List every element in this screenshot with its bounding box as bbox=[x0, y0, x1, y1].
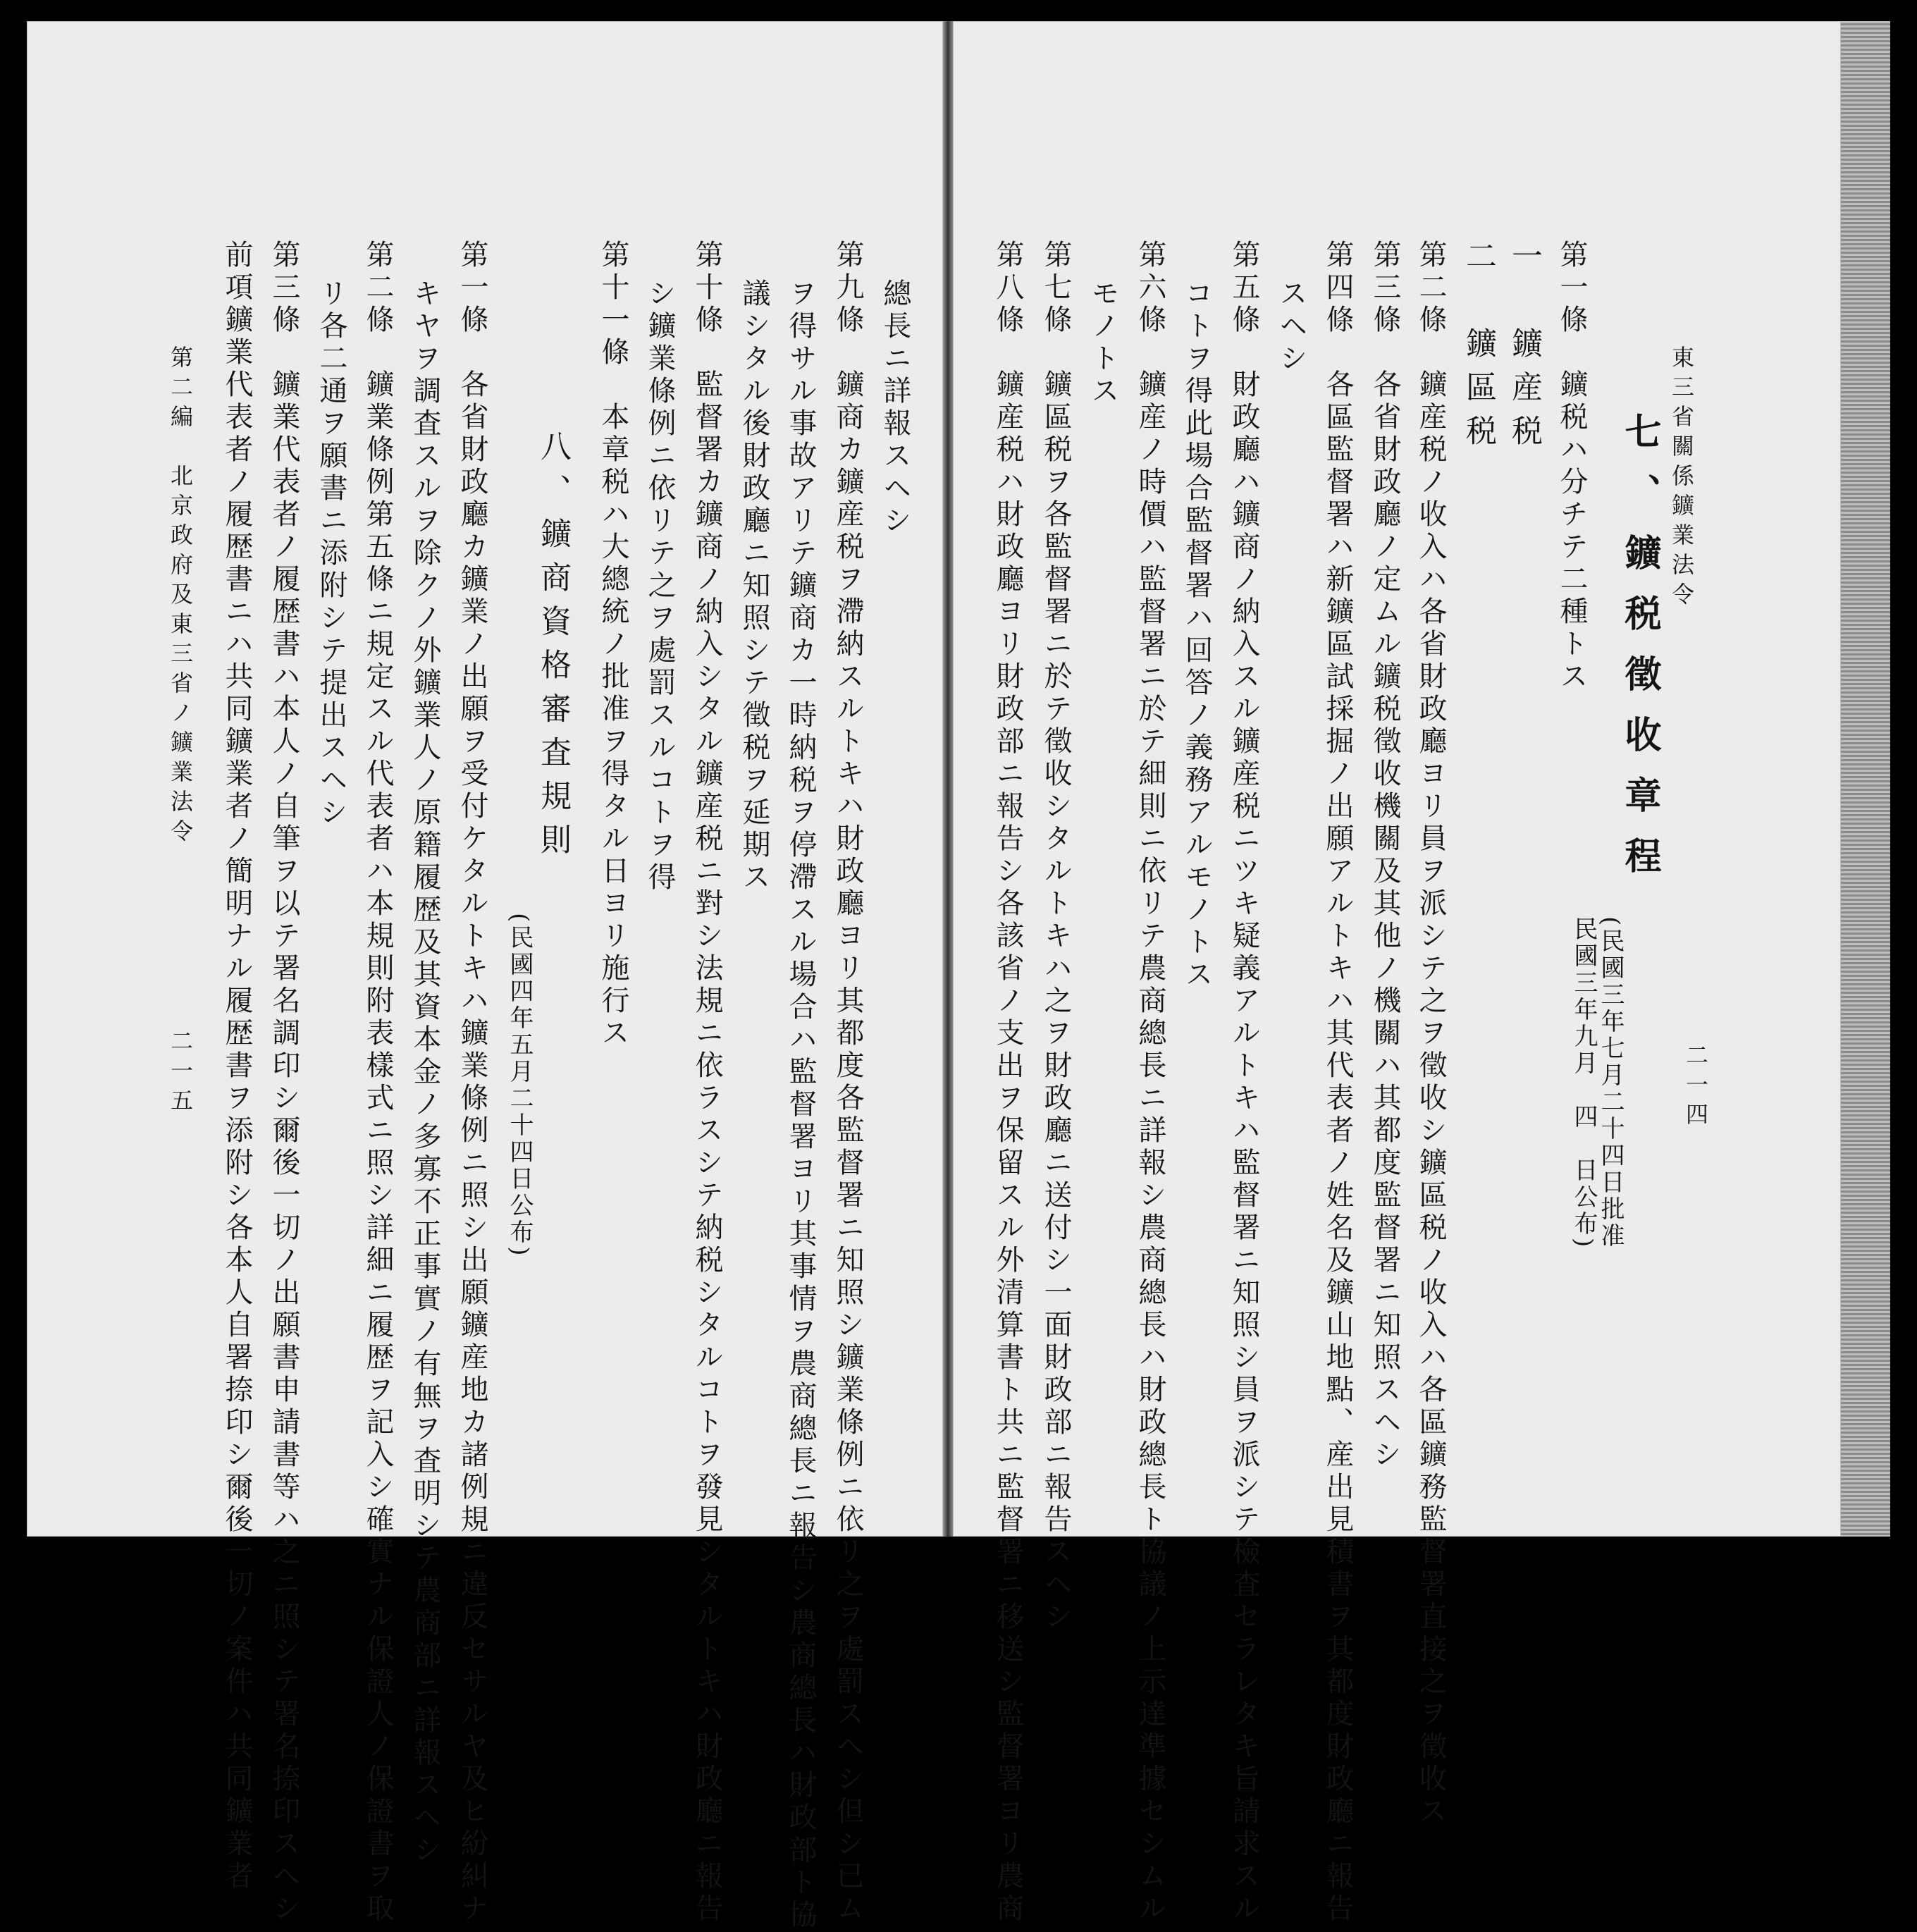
date-line-1: (民國三年七月二十四日批准 bbox=[1596, 916, 1625, 1250]
running-head: 東三省關係鑛業法令 bbox=[1668, 345, 1695, 612]
text-line: 第六條 鑛産ノ時價ハ監督署ニ於テ細則ニ依リテ農商總長ニ詳報シ農商總長ハ財政總長ト協議ノ上示達準據セシムル bbox=[1134, 240, 1166, 1926]
text-line: スヘシ bbox=[1275, 278, 1307, 376]
date-line-left: (民國四年五月二十四日公布) bbox=[505, 913, 534, 1259]
book-gutter bbox=[943, 21, 953, 1537]
text-line: 第三條 各省財政廳ノ定ムル鑛税徵收機關及其他ノ機關ハ其都度監督署ニ知照スヘシ bbox=[1369, 240, 1401, 1472]
text-line: 第二條 鑛産税ノ收入ハ各省財政廳ヨリ員ヲ派シテ之ヲ徵收シ鑛區税ノ收入ハ各區鑛務監督署直接之ヲ徵收ス bbox=[1414, 240, 1447, 1828]
section-title-seven: 七、鑛税徵收章程 bbox=[1618, 412, 1661, 897]
page-number-right: 二一四 bbox=[1682, 1043, 1709, 1132]
page-edge bbox=[1841, 21, 1890, 1537]
page-number-left: 二一五 bbox=[167, 1029, 194, 1118]
text-line: 第五條 財政廳ハ鑛商ノ納入スル鑛産税ニツキ疑義アルトキハ監督署ニ知照シ員ヲ派シテ檢査セラレタキ旨請求スル bbox=[1228, 240, 1260, 1926]
text-line: ヲ得サル事故アリテ鑛商カ一時納税ヲ停滯スル場合ハ監督署ヨリ其事情ヲ農商總長ニ報告シ農商總長ハ財政部ト協 bbox=[784, 278, 817, 1932]
text-line: 二 鑛區税 bbox=[1460, 240, 1496, 458]
text-line: 一 鑛産税 bbox=[1506, 240, 1542, 458]
text-line: 第一條 各省財政廳カ鑛業ノ出願ヲ受付ケタルトキハ鑛業條例ニ照シ出願鑛産地カ諸例規ニ違反セサルヤ及ヒ紛糾ナ bbox=[456, 240, 488, 1926]
text-line: 第七條 鑛區税ヲ各監督署ニ於テ徵收シタルトキハ之ヲ財政廳ニ送付シ一面財政部ニ報告スヘシ bbox=[1040, 240, 1072, 1634]
text-line: モノトス bbox=[1087, 278, 1119, 408]
text-line: 第八條 鑛産税ハ財政廳ヨリ財政部ニ報告シ各該省ノ支出ヲ保留スル外清算書ト共ニ監督署ニ移送シ監督署ヨリ農商 bbox=[992, 240, 1024, 1926]
text-line: 第四條 各區監督署ハ新鑛區試採掘ノ出願アルトキハ其代表者ノ姓名及鑛山地點、産出見積書ヲ其都度財政廳ニ報告 bbox=[1321, 240, 1354, 1926]
text-line: シ鑛業條例ニ依リテ之ヲ處罰スルコトヲ得 bbox=[643, 278, 676, 894]
text-line: 第二條 鑛業條例第五條ニ規定スル代表者ハ本規則附表樣式ニ照シ詳細ニ履歴ヲ記入シ確實ナル保證人ノ保證書ヲ取 bbox=[362, 240, 394, 1926]
running-foot: 第二編 北京政府及東三省ノ鑛業法令 bbox=[167, 345, 194, 849]
text-line: 第一條 鑛税ハ分チテ二種トス bbox=[1555, 240, 1588, 694]
text-line: 第三條 鑛業代表者ノ履歴書ハ本人ノ自筆ヲ以テ署名調印シ爾後一切ノ出願書申請書等ハ之ニ照シテ署名捺印スヘシ bbox=[268, 240, 300, 1926]
text-line: 第九條 鑛商カ鑛産税ヲ滯納スルトキハ財政廳ヨリ其都度各監督署ニ知照シ鑛業條例ニ依リ之ヲ處罰スヘシ但シ已ム bbox=[832, 240, 864, 1926]
text-line: 議シタル後財政廳ニ知照シテ徵税ヲ延期ス bbox=[738, 278, 770, 894]
text-line: コトヲ得此場合監督署ハ回答ノ義務アルモノトス bbox=[1181, 278, 1213, 992]
text-line: リ各二通ヲ願書ニ添附シテ提出スヘシ bbox=[315, 278, 347, 830]
text-line: 第十條 監督署カ鑛商ノ納入シタル鑛産税ニ對シ法規ニ依ラスシテ納税シタルコトヲ發見シタルトキハ財政廳ニ報告 bbox=[691, 240, 723, 1926]
section-title-eight: 八、鑛商資格審査規則 bbox=[535, 430, 571, 867]
text-line: 第十一條 本章税ハ大總統ノ批准ヲ得タル日ヨリ施行ス bbox=[597, 240, 629, 1050]
text-line: 前項鑛業代表者ノ履歴書ニハ共同鑛業者ノ簡明ナル履歴書ヲ添附シ各本人自署捺印シ爾後一切ノ案件ハ共同鑛業者 bbox=[221, 240, 253, 1893]
text-line: キヤヲ調査スルヲ除クノ外鑛業人ノ原籍履歴及其資本金ノ多寡不正事實ノ有無ヲ査明シテ農商部ニ詳報スヘシ bbox=[409, 278, 441, 1867]
date-line-2: 民國三年九月 四 日公布) bbox=[1570, 916, 1598, 1250]
text-line: 總長ニ詳報スヘシ bbox=[879, 278, 911, 538]
